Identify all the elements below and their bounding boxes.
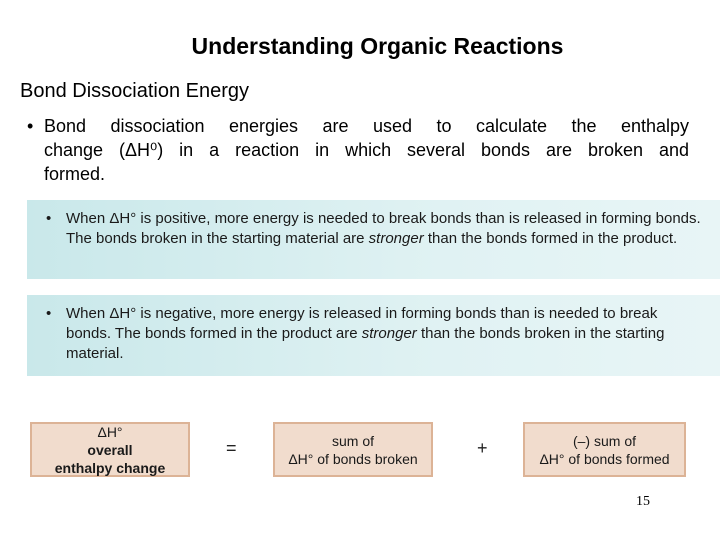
panel-text-part: When ΔH° is negative, more energy is released in forming bonds than is needed to break bonds. The bonds formed in the product are [66, 305, 658, 342]
bonds-broken-label: ΔH° of bonds broken [288, 450, 418, 467]
panel-bullet-marker: • [46, 210, 52, 227]
main-bullet-line-1: Bond dissociation energies are used to calculate the enthalpy [44, 116, 689, 136]
bonds-broken-box [273, 422, 433, 477]
panel-text [66, 304, 706, 364]
main-bullet [27, 114, 689, 186]
overall-enthalpy-box [30, 422, 190, 477]
panel-text [66, 209, 706, 249]
panel-emphasis: stronger [368, 230, 424, 247]
bonds-formed-box [523, 422, 686, 477]
equals-sign: = [226, 438, 237, 458]
main-bullet-line-2: change (ΔH⁰) in a reaction in which several bonds are broken and [44, 140, 689, 160]
panel-text-part: than the bonds formed in the product. [423, 230, 678, 247]
negative-sum-of-label: (–) sum of [572, 432, 636, 449]
plus-sign: + [477, 438, 488, 458]
negative-delta-h-panel [27, 295, 720, 376]
slide-subtitle: Bond Dissociation Energy [20, 80, 250, 102]
enthalpy-change-label: enthalpy change [54, 459, 166, 476]
bonds-formed-label: ΔH° of bonds formed [539, 450, 670, 467]
main-bullet-text [27, 114, 689, 186]
main-bullet-line-3: formed. [44, 164, 106, 184]
overall-label: overall [87, 441, 133, 458]
bullet-marker: • [27, 116, 34, 136]
page-number: 15 [636, 494, 650, 509]
sum-of-label: sum of [331, 432, 374, 449]
panel-text-part: When ΔH° is positive, more energy is needed to break bonds than is released in forming bonds. The bonds broken in the starting material are [66, 210, 701, 247]
slide-title: Understanding Organic Reactions [191, 33, 564, 59]
panel-emphasis: stronger [361, 325, 417, 342]
delta-h-symbol: ΔH° [97, 423, 123, 440]
panel-text-part: than the bonds broken in the starting material. [66, 325, 665, 362]
panel-bullet-marker: • [46, 305, 52, 322]
positive-delta-h-panel [27, 200, 720, 279]
